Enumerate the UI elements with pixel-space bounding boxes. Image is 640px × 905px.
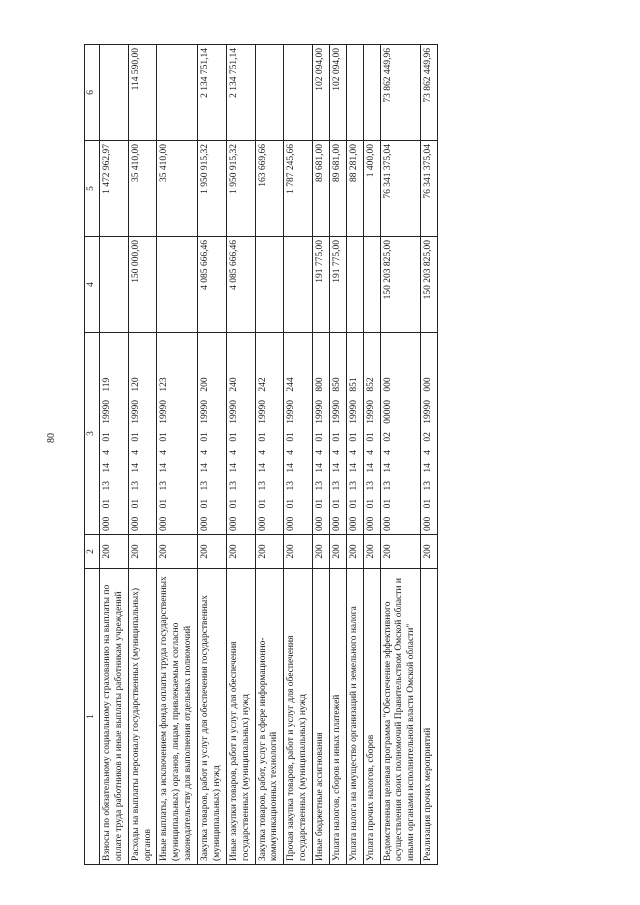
- remaining-amount: [255, 45, 284, 141]
- column-header: 3: [85, 333, 100, 535]
- remaining-amount: 73 862 449,96: [380, 45, 421, 141]
- table-row: [329, 45, 346, 865]
- budget-table-container: [84, 45, 554, 865]
- row-name: Взносы по обязательному социальному страхованию на выплаты по оплате труда работников и иные выплаты работникам учреждений: [99, 569, 128, 865]
- column-header: 5: [85, 141, 100, 237]
- classification-code: 000 01 13 14 4 01 19990 244: [284, 333, 313, 535]
- classification-code: 000 01 13 14 4 01 19990 800: [313, 333, 330, 535]
- remaining-amount: [157, 45, 198, 141]
- admin-code: 200: [421, 535, 438, 569]
- table-row: [284, 45, 313, 865]
- remaining-amount: [363, 45, 380, 141]
- admin-code: 200: [99, 535, 128, 569]
- admin-code: 200: [157, 535, 198, 569]
- executed-amount: 76 341 375,04: [421, 141, 438, 237]
- row-name: Иные выплаты, за исключением фонда оплаты труда государственных (муниципальных) органов, лицам, привлекаемым согласно законодательству для выполнения отдельных полномочий: [157, 569, 198, 865]
- admin-code: 200: [313, 535, 330, 569]
- remaining-amount: 102 094,00: [329, 45, 346, 141]
- classification-code: 000 01 13 14 4 01 19990 850: [329, 333, 346, 535]
- admin-code: 200: [363, 535, 380, 569]
- remaining-amount: 102 094,00: [313, 45, 330, 141]
- row-name: Закупка товаров, работ и услуг для обеспечения государственных (муниципальных) нужд: [198, 569, 227, 865]
- planned-amount: [255, 237, 284, 333]
- row-name: Ведомственная целевая программа "Обеспечение эффективного осуществления своих полномочий Правительством Омской области и иными органами исполнительной власти Омской области": [380, 569, 421, 865]
- planned-amount: [346, 237, 363, 333]
- remaining-amount: 73 862 449,96: [421, 45, 438, 141]
- planned-amount: 191 775,00: [313, 237, 330, 333]
- classification-code: 000 01 13 14 4 01 19990 851: [346, 333, 363, 535]
- admin-code: 200: [329, 535, 346, 569]
- remaining-amount: 114 590,00: [128, 45, 157, 141]
- classification-code: 000 01 13 14 4 01 19990 200: [198, 333, 227, 535]
- row-name: Иные закупки товаров, работ и услуг для обеспечения государственных (муниципальных) нужд: [226, 569, 255, 865]
- admin-code: 200: [255, 535, 284, 569]
- admin-code: 200: [128, 535, 157, 569]
- column-header: 4: [85, 237, 100, 333]
- table-body: [99, 45, 437, 865]
- row-name: Расходы на выплаты персоналу государственных (муниципальных) органов: [128, 569, 157, 865]
- planned-amount: [363, 237, 380, 333]
- table-row: [157, 45, 198, 865]
- row-name: Иные бюджетные ассигнования: [313, 569, 330, 865]
- table-row: [128, 45, 157, 865]
- planned-amount: [99, 237, 128, 333]
- admin-code: 200: [284, 535, 313, 569]
- admin-code: 200: [226, 535, 255, 569]
- budget-table: [84, 44, 438, 865]
- classification-code: 000 01 13 14 4 01 19990 119: [99, 333, 128, 535]
- table-row: [313, 45, 330, 865]
- table-row: [198, 45, 227, 865]
- planned-amount: 150 203 825,00: [380, 237, 421, 333]
- row-name: Уплата прочих налогов, сборов: [363, 569, 380, 865]
- classification-code: 000 01 13 14 4 01 19990 123: [157, 333, 198, 535]
- executed-amount: 1 400,00: [363, 141, 380, 237]
- remaining-amount: [284, 45, 313, 141]
- page-number: 80: [46, 433, 57, 443]
- planned-amount: 4 085 666,46: [198, 237, 227, 333]
- table-row: [380, 45, 421, 865]
- admin-code: 200: [346, 535, 363, 569]
- planned-amount: 150 000,00: [128, 237, 157, 333]
- row-name: Прочая закупка товаров, работ и услуг для обеспечения государственных (муниципальных) нужд: [284, 569, 313, 865]
- classification-code: 000 01 13 14 4 01 19990 120: [128, 333, 157, 535]
- admin-code: 200: [198, 535, 227, 569]
- classification-code: 000 01 13 14 4 01 19990 240: [226, 333, 255, 535]
- table-row: [99, 45, 128, 865]
- executed-amount: 89 681,00: [313, 141, 330, 237]
- table-row: [421, 45, 438, 865]
- remaining-amount: 2 134 751,14: [198, 45, 227, 141]
- executed-amount: 35 410,00: [128, 141, 157, 237]
- table-row: [226, 45, 255, 865]
- classification-code: 000 01 13 14 4 02 19990 000: [421, 333, 438, 535]
- row-name: Уплата налогов, сборов и иных платежей: [329, 569, 346, 865]
- executed-amount: 35 410,00: [157, 141, 198, 237]
- classification-code: 000 01 13 14 4 01 19990 852: [363, 333, 380, 535]
- table-header: [85, 45, 100, 865]
- table-row: [255, 45, 284, 865]
- classification-code: 000 01 13 14 4 01 19990 242: [255, 333, 284, 535]
- planned-amount: [284, 237, 313, 333]
- executed-amount: 88 281,00: [346, 141, 363, 237]
- column-header: 2: [85, 535, 100, 569]
- executed-amount: 163 669,66: [255, 141, 284, 237]
- table-row: [363, 45, 380, 865]
- table-row: [346, 45, 363, 865]
- column-header: 6: [85, 45, 100, 141]
- executed-amount: 89 681,00: [329, 141, 346, 237]
- column-header: 1: [85, 569, 100, 865]
- row-name: Уплата налога на имущество организаций и земельного налога: [346, 569, 363, 865]
- planned-amount: 150 203 825,00: [421, 237, 438, 333]
- planned-amount: [157, 237, 198, 333]
- planned-amount: 191 775,00: [329, 237, 346, 333]
- row-name: Реализация прочих мероприятий: [421, 569, 438, 865]
- executed-amount: 76 341 375,04: [380, 141, 421, 237]
- remaining-amount: [99, 45, 128, 141]
- executed-amount: 1 787 245,66: [284, 141, 313, 237]
- executed-amount: 1 472 962,97: [99, 141, 128, 237]
- header-row: [85, 45, 100, 865]
- admin-code: 200: [380, 535, 421, 569]
- executed-amount: 1 950 915,32: [198, 141, 227, 237]
- classification-code: 000 01 13 14 4 02 00000 000: [380, 333, 421, 535]
- remaining-amount: 2 134 751,14: [226, 45, 255, 141]
- remaining-amount: [346, 45, 363, 141]
- planned-amount: 4 085 666,46: [226, 237, 255, 333]
- row-name: Закупка товаров, работ, услуг в сфере информационно-коммуникационных технологий: [255, 569, 284, 865]
- executed-amount: 1 950 915,32: [226, 141, 255, 237]
